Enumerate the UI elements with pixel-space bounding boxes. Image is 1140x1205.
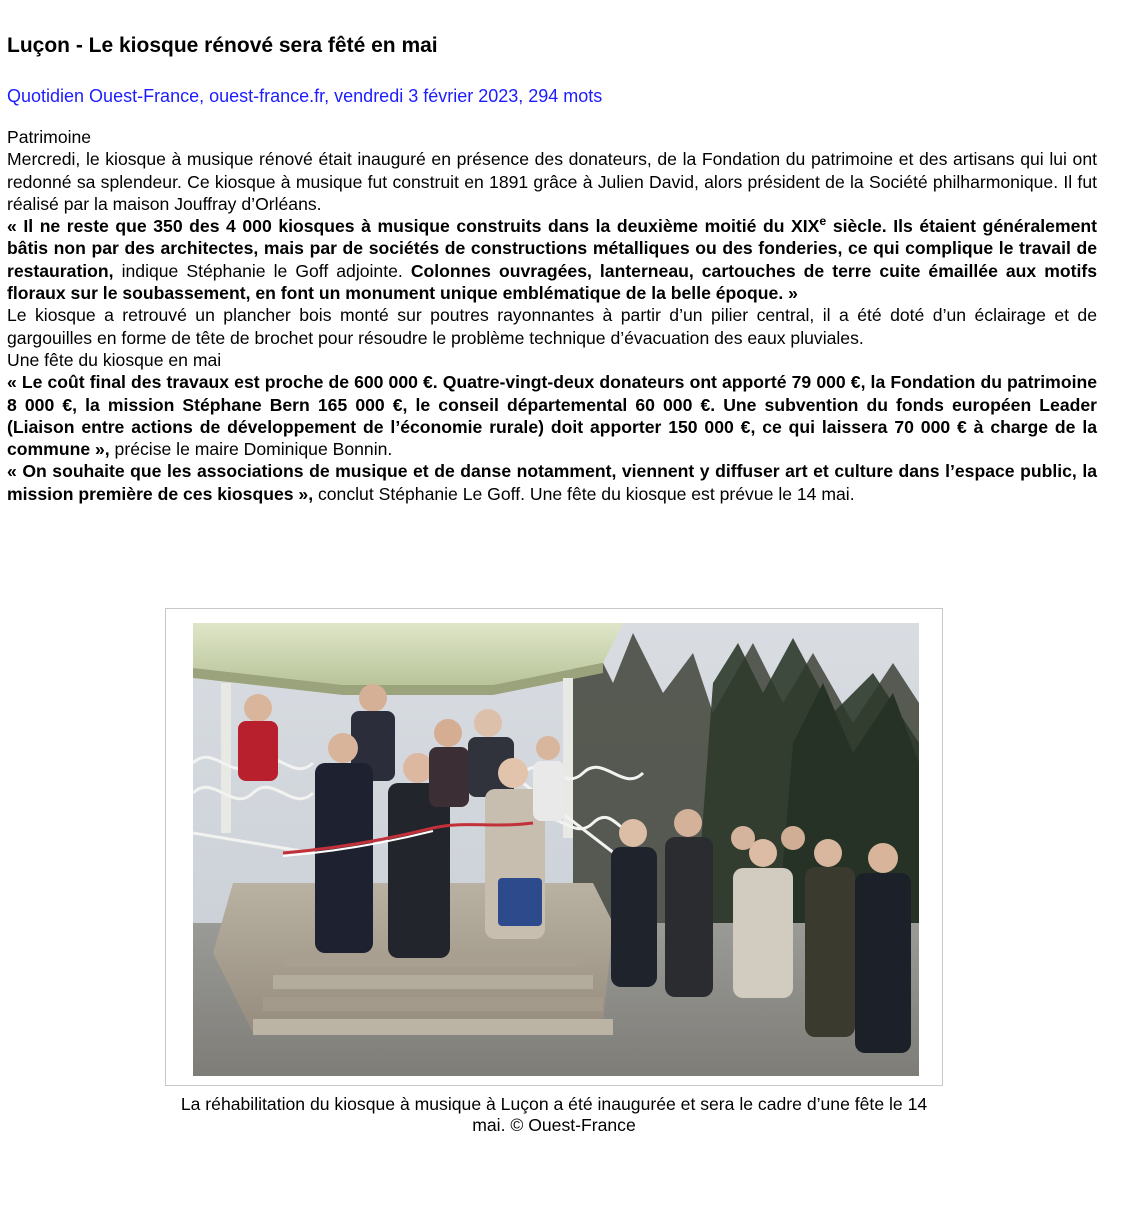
paragraph-renovation: Le kiosque a retrouvé un plancher bois monté sur poutres rayonnantes à partir d’un pilier central, il a été doté d’un éclairage et de gargouilles en forme de tête de brochet pour résoudre le problème technique d’évacuation des eaux pluviales.	[7, 305, 1097, 348]
rubric: Patrimoine	[7, 127, 92, 147]
source-line[interactable]: Quotidien Ouest-France, ouest-france.fr, vendredi 3 février 2023, 294 mots	[7, 86, 603, 106]
kiosque-inauguration-photo	[193, 623, 919, 1076]
photo-frame	[165, 608, 943, 1086]
quote-1-bold-c: Colonnes ouvragées, lanterneau, cartouches de terre cuite émaillée aux motifs floraux sur le soubassement, en font un monument unique emblématique de la belle époque. »	[7, 260, 1098, 304]
quote-paragraph-2	[7, 371, 1097, 460]
quote-1-attribution: indique Stéphanie le Goff adjointe.	[113, 260, 411, 281]
quote-3-bold: « On souhaite que les associations de musique et de danse notamment, viennent y diffuser art et culture dans l’espace public, la mission première de ces kiosques »,	[7, 461, 1097, 504]
article-title: Luçon - Le kiosque rénové sera fêté en mai	[7, 34, 438, 57]
quote-paragraph-1	[7, 215, 1097, 304]
photo-illustration	[193, 623, 919, 1076]
paragraph-intro: Mercredi, le kiosque à musique rénové était inauguré en présence des donateurs, de la Fondation du patrimoine et des artisans qui lui ont redonné sa splendeur. Ce kiosque à musique fut construit en 1891 grâce à Julien David, alors président de la Société philharmonique. Il fut réalisé par la maison Jouffray d’Orléans.	[7, 149, 1097, 214]
quote-2-attribution: précise le maire Dominique Bonnin.	[109, 439, 393, 460]
photo-caption: La réhabilitation du kiosque à musique à Luçon a été inaugurée et sera le cadre d’une fête le 14 mai. © Ouest-France	[180, 1094, 928, 1135]
quote-1-superscript: e	[819, 214, 827, 229]
subheading: Une fête du kiosque en mai	[7, 349, 222, 370]
quote-paragraph-3	[7, 460, 1097, 505]
quote-1-bold-a: « Il ne reste que 350 des 4 000 kiosques à musique construits dans la deuxième moitié du XIX	[7, 216, 820, 237]
quote-2-bold: « Le coût final des travaux est proche de 600 000 €. Quatre-vingt-deux donateurs ont apporté 79 000 €, la Fondation du patrimoine 8 000 €, la mission Stéphane Bern 165 000 €, le conseil départemental 60 000 €. Une subvention du fonds européen Leader (Liaison entre actions de développement de l’économie rurale) doit apporter 150 000 €, ce qui laissera 70 000 € à charge de la commune »,	[7, 372, 1097, 460]
quote-3-attribution: conclut Stéphanie Le Goff. Une fête du kiosque est prévue le 14 mai.	[313, 483, 855, 504]
quote-1-bold-b: siècle. Ils étaient généralement bâtis non par des architectes, mais par de sociétés de constructions métalliques ou des fonderies, ce qui complique le travail de restauration,	[7, 216, 1097, 281]
article-body	[7, 126, 1097, 505]
